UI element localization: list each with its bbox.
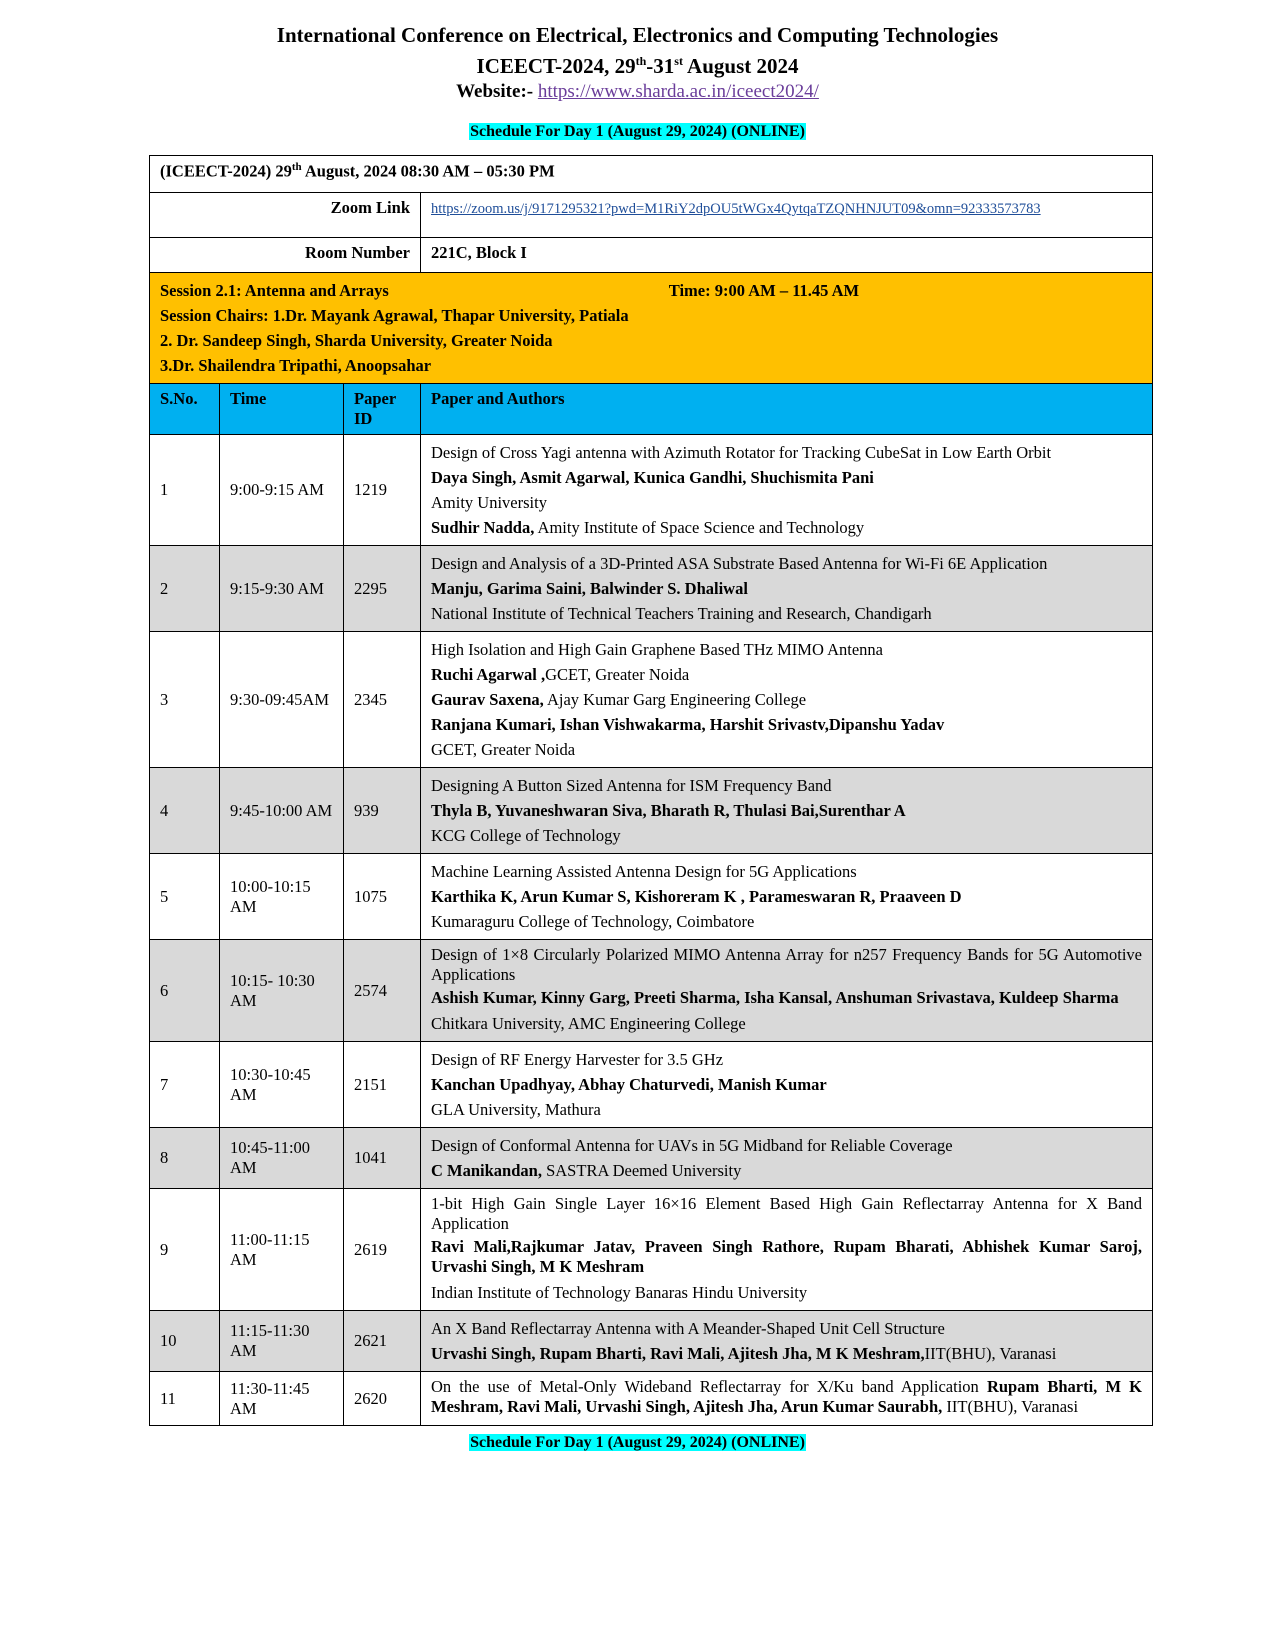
- session-time: Time: 9:00 AM – 11.45 AM: [668, 281, 860, 300]
- day-schedule-label-bottom: Schedule For Day 1 (August 29, 2024) (ONLINE): [470, 1434, 805, 1451]
- paper-id: 2619: [344, 1189, 421, 1311]
- author-names: Urvashi Singh, Rupam Bharti, Ravi Mali, Ajitesh Jha, M K Meshram,: [431, 1344, 925, 1363]
- event-date-row: (ICEECT-2024) 29th August, 2024 08:30 AM – 05:30 PM: [150, 156, 1153, 193]
- paper-row: [150, 1042, 1153, 1128]
- paper-details: [421, 546, 1153, 632]
- paper-time: 11:30-11:45 AM: [220, 1372, 344, 1426]
- paper-authors-line: GCET, Greater Noida: [431, 740, 576, 759]
- author-names: C Manikandan,: [431, 1161, 542, 1180]
- affiliation: SASTRA Deemed University: [541, 1161, 742, 1180]
- paper-row: [150, 435, 1153, 546]
- session-chair-3: 3.Dr. Shailendra Tripathi, Anoopsahar: [160, 356, 432, 375]
- paper-authors-line: Indian Institute of Technology Banaras Hindu University: [431, 1283, 808, 1302]
- schedule-table: [149, 155, 1153, 1426]
- zoom-link-row: [150, 193, 1153, 238]
- paper-title: Design of RF Energy Harvester for 3.5 GHz: [431, 1050, 724, 1069]
- paper-time: 11:15-11:30 AM: [220, 1311, 344, 1372]
- author-names: Sudhir Nadda,: [431, 518, 535, 537]
- paper-authors-line: Ashish Kumar, Kinny Garg, Preeti Sharma, Isha Kansal, Anshuman Srivastava, Kuldeep Sharma: [431, 988, 1119, 1007]
- paper-authors-line: GLA University, Mathura: [431, 1100, 601, 1119]
- paper-time: 10:30-10:45 AM: [220, 1042, 344, 1128]
- paper-details: [421, 1311, 1153, 1372]
- paper-details: [421, 1042, 1153, 1128]
- author-names: Gaurav Saxena,: [431, 690, 544, 709]
- paper-row: [150, 1189, 1153, 1311]
- paper-row: [150, 768, 1153, 854]
- paper-row: [150, 1372, 1153, 1426]
- paper-time: 10:45-11:00 AM: [220, 1128, 344, 1189]
- paper-authors-line: [431, 662, 1142, 687]
- affiliation: IIT(BHU), Varanasi: [942, 1397, 1079, 1416]
- paper-title: Designing A Button Sized Antenna for ISM Frequency Band: [431, 776, 832, 795]
- paper-authors-line: [431, 1341, 1142, 1366]
- paper-details: [421, 435, 1153, 546]
- paper-title: 1-bit High Gain Single Layer 16×16 Element Based High Gain Reflectarray Antenna for X Band Application: [431, 1194, 1142, 1233]
- website-link[interactable]: https://www.sharda.ac.in/iceect2024/: [537, 81, 819, 102]
- paper-time: 11:00-11:15 AM: [220, 1189, 344, 1311]
- paper-authors-line: Kanchan Upadhyay, Abhay Chaturvedi, Manish Kumar: [431, 1075, 827, 1094]
- affiliation: Amity Institute of Space Science and Technology: [534, 518, 865, 537]
- paper-title: On the use of Metal-Only Wideband Reflectarray for X/Ku band Application: [431, 1377, 987, 1396]
- paper-id: 1219: [344, 435, 421, 546]
- paper-authors-line: National Institute of Technical Teachers Training and Research, Chandigarh: [431, 604, 932, 623]
- paper-sno: 2: [150, 546, 220, 632]
- paper-time: 10:00-10:15 AM: [220, 854, 344, 940]
- paper-sno: 8: [150, 1128, 220, 1189]
- paper-id: 1075: [344, 854, 421, 940]
- conference-title: International Conference on Electrical, Electronics and Computing Technologies: [276, 23, 999, 47]
- paper-authors-line: Ranjana Kumari, Ishan Vishwakarma, Harshit Srivastv,Dipanshu Yadav: [431, 715, 945, 734]
- room-number-row: [150, 238, 1153, 273]
- session-title: Session 2.1: Antenna and Arrays: [160, 281, 389, 300]
- paper-authors-line: Ravi Mali,Rajkumar Jatav, Praveen Singh Rathore, Rupam Bharati, Abhishek Kumar Saroj, Urvashi Singh, M K Meshram: [431, 1237, 1142, 1276]
- paper-sno: 3: [150, 632, 220, 768]
- paper-title: High Isolation and High Gain Graphene Based THz MIMO Antenna: [431, 640, 883, 659]
- paper-details: [421, 632, 1153, 768]
- author-names: Ruchi Agarwal ,: [431, 665, 546, 684]
- website-line: [0, 79, 1275, 105]
- paper-authors-line: Chitkara University, AMC Engineering College: [431, 1014, 746, 1033]
- paper-row: [150, 546, 1153, 632]
- column-header-paper-authors: Paper and Authors: [421, 384, 1153, 435]
- paper-authors-line: Daya Singh, Asmit Agarwal, Kunica Gandhi, Shuchismita Pani: [431, 468, 874, 487]
- paper-title: Machine Learning Assisted Antenna Design for 5G Applications: [431, 862, 857, 881]
- conference-dates: ICEECT-2024, 29th-31st August 2024: [476, 54, 799, 78]
- paper-details: [421, 768, 1153, 854]
- document-header: [0, 22, 1275, 105]
- paper-sno: 11: [150, 1372, 220, 1426]
- paper-details: [421, 854, 1153, 940]
- paper-sno: 5: [150, 854, 220, 940]
- paper-time: 9:45-10:00 AM: [220, 768, 344, 854]
- affiliation: Ajay Kumar Garg Engineering College: [543, 690, 807, 709]
- paper-details: [421, 1128, 1153, 1189]
- paper-time: 9:30-09:45AM: [220, 632, 344, 768]
- paper-authors-line: [431, 687, 1142, 712]
- website-label: Website:-: [456, 81, 538, 102]
- paper-sno: 4: [150, 768, 220, 854]
- paper-id: 2621: [344, 1311, 421, 1372]
- zoom-link-label: Zoom Link: [150, 193, 421, 238]
- paper-time: 9:00-9:15 AM: [220, 435, 344, 546]
- paper-title: Design and Analysis of a 3D-Printed ASA Substrate Based Antenna for Wi-Fi 6E Application: [431, 554, 1048, 573]
- paper-title: Design of Conformal Antenna for UAVs in 5G Midband for Reliable Coverage: [431, 1136, 953, 1155]
- room-number-label: Room Number: [150, 238, 421, 273]
- paper-time: 9:15-9:30 AM: [220, 546, 344, 632]
- column-header-row: [150, 384, 1153, 435]
- day-schedule-label-top: Schedule For Day 1 (August 29, 2024) (ONLINE): [470, 123, 805, 140]
- column-header-time: Time: [220, 384, 344, 435]
- paper-authors-line: [431, 515, 1142, 540]
- paper-authors-line: Thyla B, Yuvaneshwaran Siva, Bharath R, Thulasi Bai,Surenthar A: [431, 801, 906, 820]
- paper-id: 2295: [344, 546, 421, 632]
- paper-title: [431, 1377, 1142, 1420]
- paper-title: An X Band Reflectarray Antenna with A Meander-Shaped Unit Cell Structure: [431, 1319, 945, 1338]
- paper-sno: 1: [150, 435, 220, 546]
- paper-id: 2345: [344, 632, 421, 768]
- room-number-value: 221C, Block I: [421, 238, 1153, 273]
- column-header-paper-id: Paper ID: [344, 384, 421, 435]
- paper-authors-line: Karthika K, Arun Kumar S, Kishoreram K , Parameswaran R, Praaveen D: [431, 887, 962, 906]
- paper-sno: 10: [150, 1311, 220, 1372]
- zoom-link[interactable]: https://zoom.us/j/9171295321?pwd=M1RiY2dpOU5tWGx4QytqaTZQNHNJUT09&omn=92333573783: [431, 201, 1041, 217]
- paper-details: [421, 1189, 1153, 1311]
- paper-time: 10:15- 10:30 AM: [220, 940, 344, 1042]
- paper-id: 2620: [344, 1372, 421, 1426]
- paper-authors-line: Kumaraguru College of Technology, Coimbatore: [431, 912, 755, 931]
- paper-sno: 6: [150, 940, 220, 1042]
- paper-row: [150, 940, 1153, 1042]
- paper-sno: 9: [150, 1189, 220, 1311]
- paper-details: [421, 940, 1153, 1042]
- paper-authors-line: Amity University: [431, 493, 547, 512]
- paper-row: [150, 1311, 1153, 1372]
- paper-id: 939: [344, 768, 421, 854]
- session-chair-2: 2. Dr. Sandeep Singh, Sharda University, Greater Noida: [160, 331, 553, 350]
- column-header-sno: S.No.: [150, 384, 220, 435]
- paper-authors-line: [431, 1158, 1142, 1183]
- paper-id: 1041: [344, 1128, 421, 1189]
- paper-sno: 7: [150, 1042, 220, 1128]
- session-header-row: [150, 273, 1153, 384]
- paper-authors-line: Manju, Garima Saini, Balwinder S. Dhaliwal: [431, 579, 748, 598]
- paper-id: 2574: [344, 940, 421, 1042]
- paper-details: [421, 1372, 1153, 1426]
- affiliation: IIT(BHU), Varanasi: [924, 1344, 1057, 1363]
- session-chair-1: Session Chairs: 1.Dr. Mayank Agrawal, Thapar University, Patiala: [160, 306, 629, 325]
- paper-row: [150, 632, 1153, 768]
- paper-authors-line: KCG College of Technology: [431, 826, 621, 845]
- paper-title: Design of Cross Yagi antenna with Azimuth Rotator for Tracking CubeSat in Low Earth Orbit: [431, 443, 1052, 462]
- affiliation: GCET, Greater Noida: [545, 665, 690, 684]
- paper-title: Design of 1×8 Circularly Polarized MIMO Antenna Array for n257 Frequency Bands for 5G Automotive Applications: [431, 945, 1142, 984]
- author-names: Rupam Bharti, M K Meshram, Ravi Mali, Urvashi Singh, Ajitesh Jha, Arun Kumar Saurabh,: [431, 1377, 1142, 1416]
- paper-row: [150, 854, 1153, 940]
- paper-id: 2151: [344, 1042, 421, 1128]
- paper-row: [150, 1128, 1153, 1189]
